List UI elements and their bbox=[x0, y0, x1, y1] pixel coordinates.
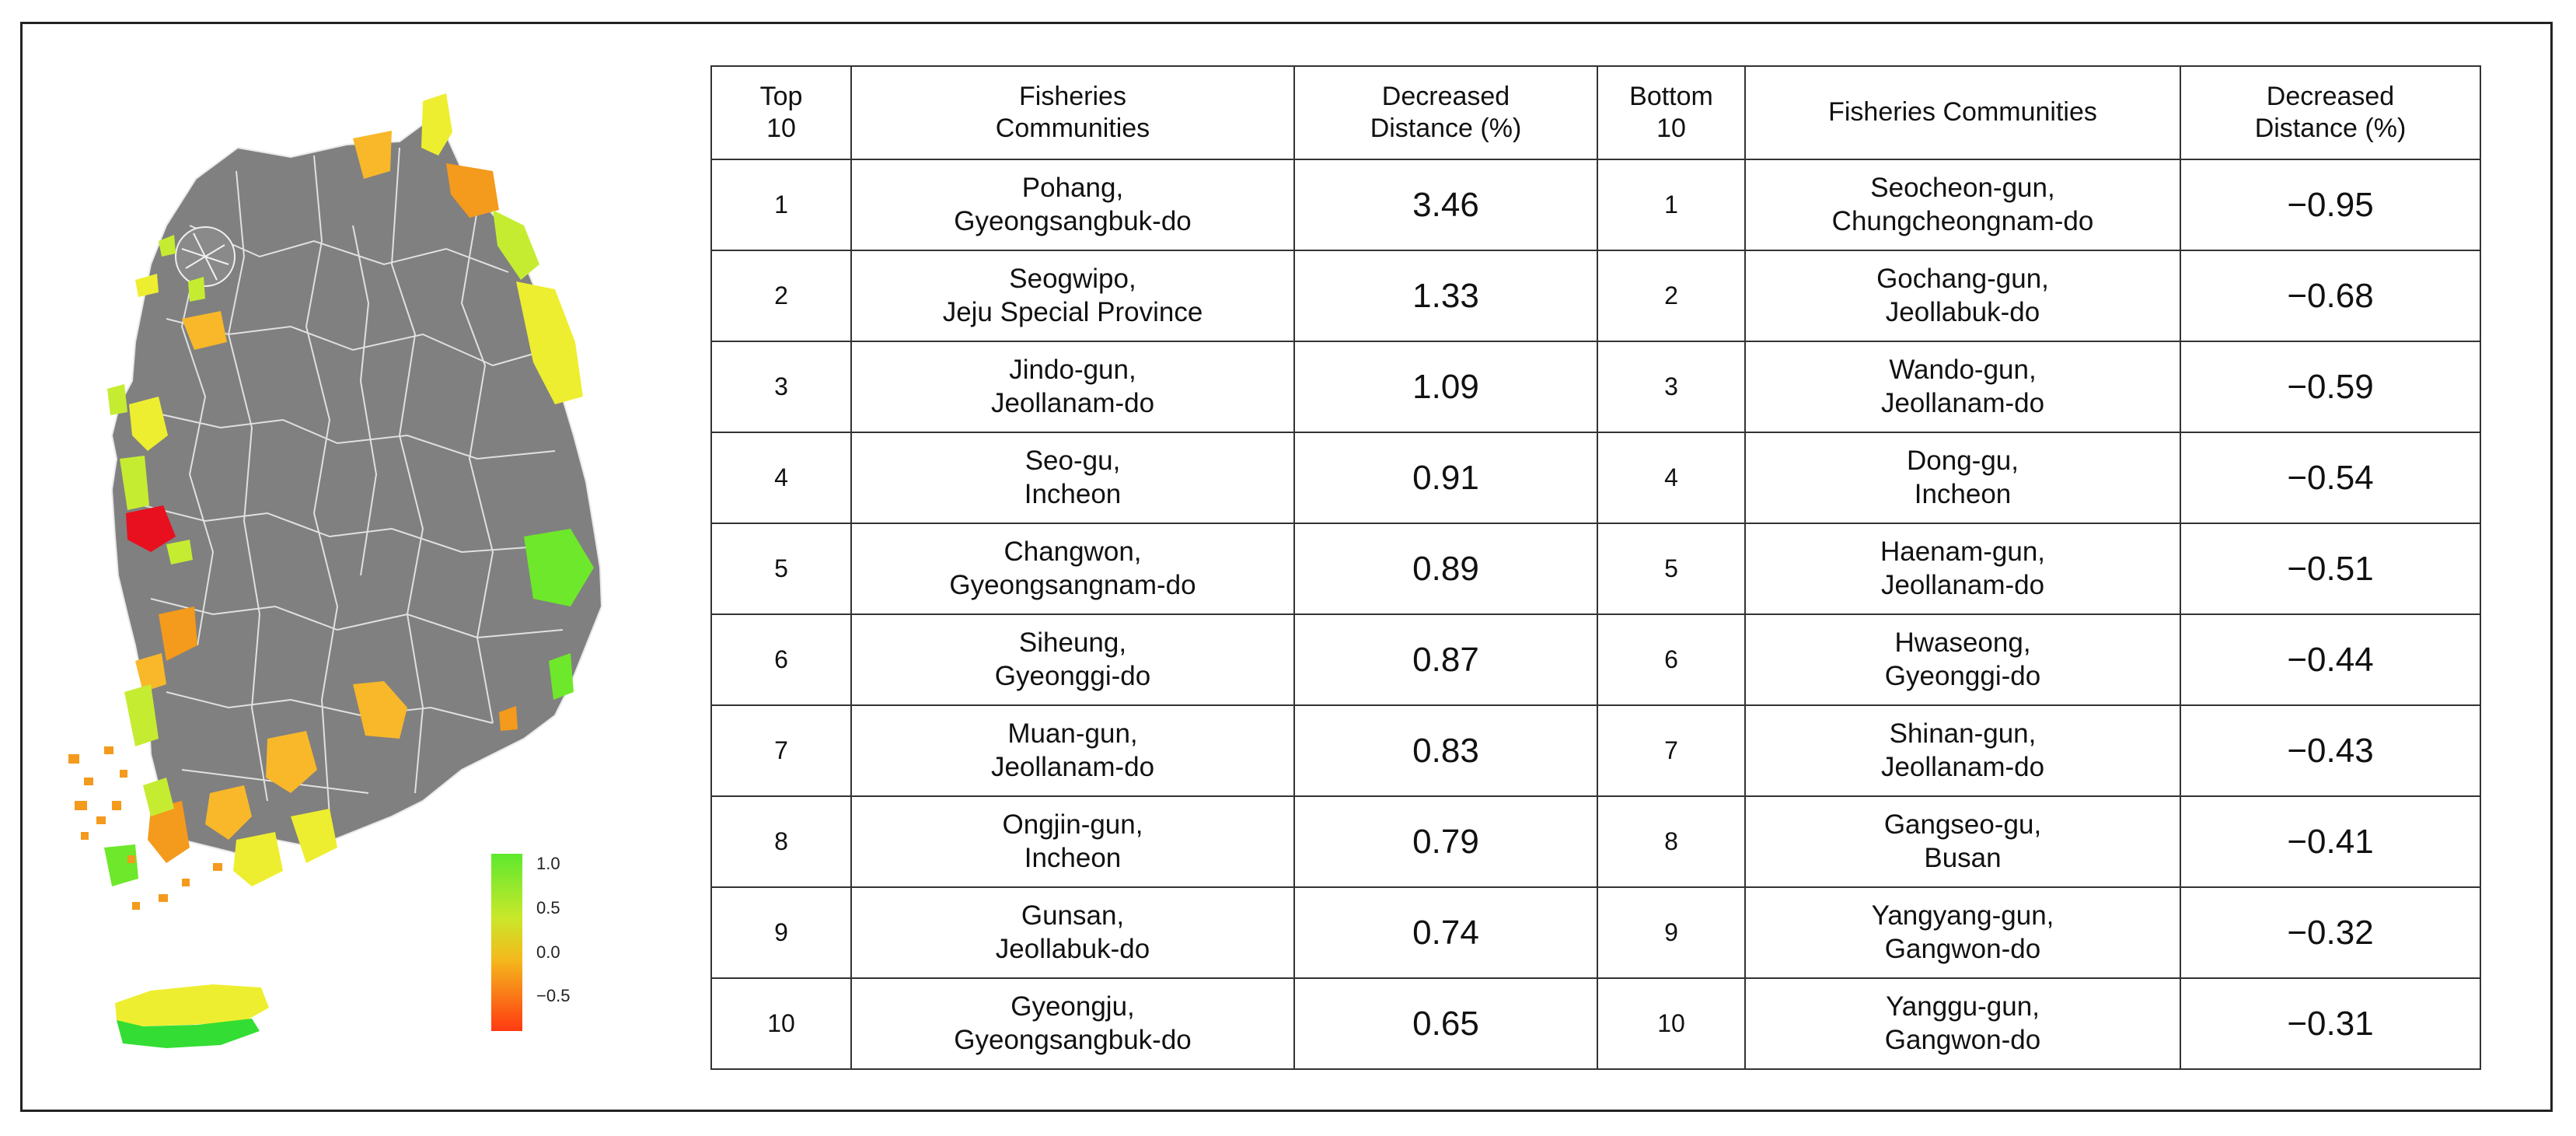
bottom-rank-cell: 8 bbox=[1597, 796, 1745, 887]
header-top-community bbox=[851, 66, 1294, 159]
bottom-value-cell: −0.51 bbox=[2180, 523, 2480, 614]
top-value-cell: 1.09 bbox=[1294, 341, 1597, 432]
header-top-rank bbox=[711, 66, 851, 159]
bottom-community-cell: Shinan-gun, Jeollanam-do bbox=[1745, 705, 2180, 796]
table-row bbox=[711, 614, 2480, 705]
top-community-cell: Ongjin-gun, Incheon bbox=[851, 796, 1294, 887]
bottom-value-cell: −0.95 bbox=[2180, 159, 2480, 250]
top-rank-cell: 10 bbox=[711, 978, 851, 1069]
top-rank-cell: 2 bbox=[711, 250, 851, 341]
bottom-value-cell: −0.31 bbox=[2180, 978, 2480, 1069]
top-rank-cell: 9 bbox=[711, 887, 851, 978]
top-rank-cell: 1 bbox=[711, 159, 851, 250]
table-row bbox=[711, 978, 2480, 1069]
bottom-value-cell: −0.54 bbox=[2180, 432, 2480, 523]
bottom-community-cell: Gochang-gun, Jeollabuk-do bbox=[1745, 250, 2180, 341]
bottom-rank-cell: 4 bbox=[1597, 432, 1745, 523]
bottom-rank-cell: 1 bbox=[1597, 159, 1745, 250]
top-value-cell: 0.91 bbox=[1294, 432, 1597, 523]
table-row bbox=[711, 250, 2480, 341]
top-value-cell: 0.74 bbox=[1294, 887, 1597, 978]
table-row bbox=[711, 887, 2480, 978]
top-rank-cell: 4 bbox=[711, 432, 851, 523]
header-bottom-value bbox=[2180, 66, 2480, 159]
top-community-cell: Seogwipo, Jeju Special Province bbox=[851, 250, 1294, 341]
bottom-community-cell: Yangyang-gun, Gangwon-do bbox=[1745, 887, 2180, 978]
table-row bbox=[711, 523, 2480, 614]
bottom-community-cell: Seocheon-gun, Chungcheongnam-do bbox=[1745, 159, 2180, 250]
bottom-community-cell: Haenam-gun, Jeollanam-do bbox=[1745, 523, 2180, 614]
bottom-rank-cell: 10 bbox=[1597, 978, 1745, 1069]
top-community-cell: Muan-gun, Jeollanam-do bbox=[851, 705, 1294, 796]
top-rank-cell: 8 bbox=[711, 796, 851, 887]
top-value-cell: 3.46 bbox=[1294, 159, 1597, 250]
table-row bbox=[711, 341, 2480, 432]
top-community-cell: Gyeongju, Gyeongsangbuk-do bbox=[851, 978, 1294, 1069]
bottom-value-cell: −0.43 bbox=[2180, 705, 2480, 796]
bottom-community-cell: Yanggu-gun, Gangwon-do bbox=[1745, 978, 2180, 1069]
bottom-community-cell: Hwaseong, Gyeonggi-do bbox=[1745, 614, 2180, 705]
bottom-value-cell: −0.68 bbox=[2180, 250, 2480, 341]
top-rank-cell: 3 bbox=[711, 341, 851, 432]
top-community-cell: Jindo-gun, Jeollanam-do bbox=[851, 341, 1294, 432]
header-bottom-value-text: Decreased Distance (%) bbox=[2254, 81, 2407, 143]
top-value-cell: 0.89 bbox=[1294, 523, 1597, 614]
table-row bbox=[711, 159, 2480, 250]
top-community-cell: Pohang, Gyeongsangbuk-do bbox=[851, 159, 1294, 250]
header-bottom-rank bbox=[1597, 66, 1745, 159]
fisheries-ranking-table bbox=[710, 65, 2481, 1070]
bottom-community-cell: Gangseo-gu, Busan bbox=[1745, 796, 2180, 887]
top-rank-cell: 5 bbox=[711, 523, 851, 614]
top-community-cell: Gunsan, Jeollabuk-do bbox=[851, 887, 1294, 978]
legend-tick-3: 0.0 bbox=[536, 942, 560, 962]
top-value-cell: 0.79 bbox=[1294, 796, 1597, 887]
header-top-value bbox=[1294, 66, 1597, 159]
top-value-cell: 1.33 bbox=[1294, 250, 1597, 341]
korea-map bbox=[58, 70, 617, 1050]
bottom-value-cell: −0.32 bbox=[2180, 887, 2480, 978]
header-bottom-community-text: Fisheries Communities bbox=[1828, 97, 2097, 128]
bottom-rank-cell: 5 bbox=[1597, 523, 1745, 614]
table-row bbox=[711, 432, 2480, 523]
bottom-rank-cell: 7 bbox=[1597, 705, 1745, 796]
legend-tick-2: 0.5 bbox=[536, 898, 560, 918]
bottom-value-cell: −0.44 bbox=[2180, 614, 2480, 705]
bottom-rank-cell: 3 bbox=[1597, 341, 1745, 432]
bottom-rank-cell: 2 bbox=[1597, 250, 1745, 341]
bottom-value-cell: −0.59 bbox=[2180, 341, 2480, 432]
table-row bbox=[711, 705, 2480, 796]
top-community-cell: Siheung, Gyeonggi-do bbox=[851, 614, 1294, 705]
top-value-cell: 0.65 bbox=[1294, 978, 1597, 1069]
header-top-rank-text: Top 10 bbox=[759, 81, 803, 143]
header-bottom-community bbox=[1745, 66, 2180, 159]
legend-tick-1: 1.0 bbox=[536, 854, 560, 873]
bottom-rank-cell: 9 bbox=[1597, 887, 1745, 978]
bottom-rank-cell: 6 bbox=[1597, 614, 1745, 705]
top-value-cell: 0.83 bbox=[1294, 705, 1597, 796]
header-top-value-text: Decreased Distance (%) bbox=[1370, 81, 1522, 143]
top-community-cell: Changwon, Gyeongsangnam-do bbox=[851, 523, 1294, 614]
top-rank-cell: 6 bbox=[711, 614, 851, 705]
legend-tick-4: −0.5 bbox=[536, 986, 571, 1005]
table-header-row bbox=[711, 66, 2480, 159]
top-community-cell: Seo-gu, Incheon bbox=[851, 432, 1294, 523]
bottom-value-cell: −0.41 bbox=[2180, 796, 2480, 887]
color-scale-bar bbox=[491, 854, 522, 1031]
header-top-community-text: Fisheries Communities bbox=[995, 81, 1150, 143]
top-value-cell: 0.87 bbox=[1294, 614, 1597, 705]
header-bottom-rank-text: Bottom 10 bbox=[1629, 81, 1713, 143]
bottom-community-cell: Wando-gun, Jeollanam-do bbox=[1745, 341, 2180, 432]
table-row bbox=[711, 796, 2480, 887]
bottom-community-cell: Dong-gu, Incheon bbox=[1745, 432, 2180, 523]
top-rank-cell: 7 bbox=[711, 705, 851, 796]
